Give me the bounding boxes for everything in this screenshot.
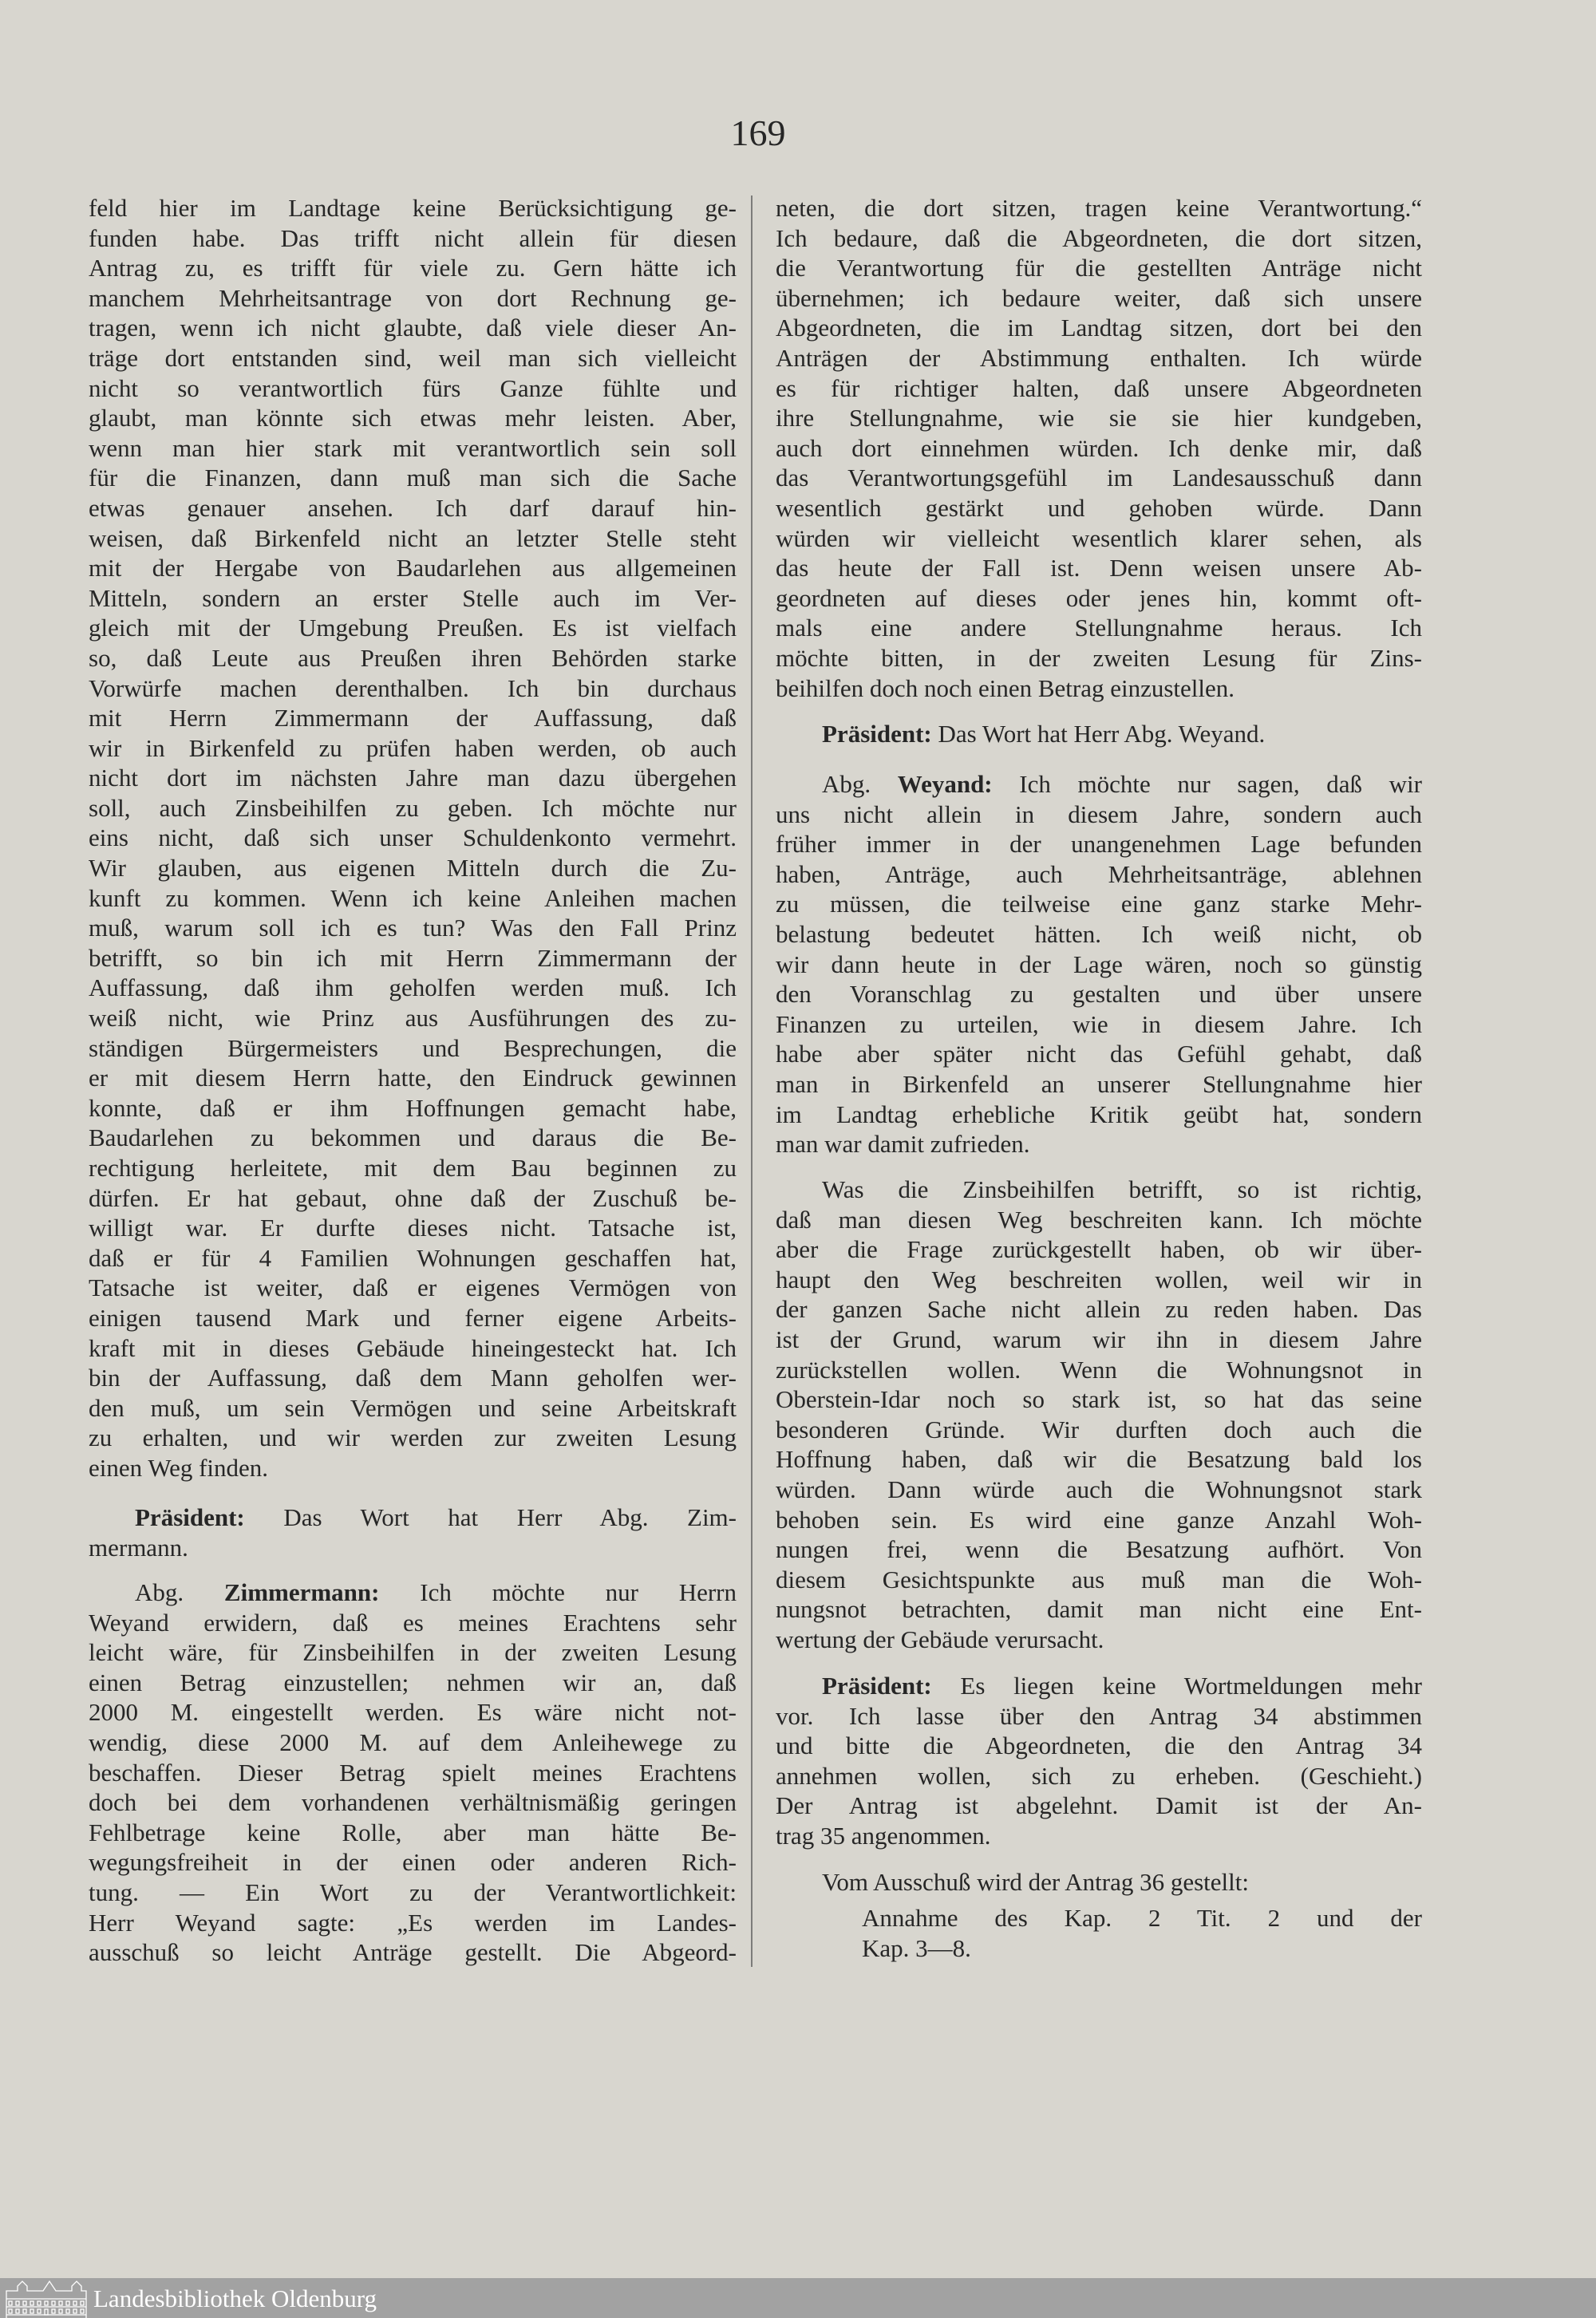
text-line: würden wir vielleicht wesentlich klarer sehen, als <box>776 523 1422 552</box>
paragraph <box>776 1867 1422 1897</box>
text-line: feld hier im Landtage keine Berücksichtigung ge- <box>89 194 737 222</box>
text-line: haupt den Weg beschreiten wollen, weil wir in <box>776 1265 1422 1293</box>
text-line: man in Birkenfeld an unserer Stellungnahme hier <box>776 1069 1422 1098</box>
text-line: Anträgen der Abstimmung enthalten. Ich würde <box>776 343 1422 372</box>
text-line: 2000 M. eingestellt werden. Es wäre nicht not- <box>89 1698 737 1727</box>
text-line: daß er für 4 Familien Wohnungen geschaffen hat, <box>89 1243 737 1272</box>
text-line: Tatsache ist weiter, daß er eigenes Vermögen von <box>89 1274 737 1302</box>
text-line: man war damit zufrieden. <box>776 1130 1030 1159</box>
text-line: tung. — Ein Wort zu der Verantwortlichkeit: <box>89 1878 737 1906</box>
text-line: das heute der Fall ist. Denn weisen unsere Ab- <box>776 554 1422 582</box>
text-line: einen Betrag einzustellen; nehmen wir an, daß <box>89 1668 737 1696</box>
text-line: besonderen Gründe. Wir durften doch auch die <box>776 1415 1422 1443</box>
text-line: manchem Mehrheitsantrage von dort Rechnung ge- <box>89 283 737 312</box>
text-line: belastung bedeutet hätten. Ich weiß nicht, ob <box>776 919 1422 948</box>
text-line: Kap. 3—8. <box>862 1933 971 1962</box>
text-line: und bitte die Abgeordneten, die den Antrag 34 <box>776 1732 1422 1760</box>
text-line: zu müssen, die teilweise eine ganz starke Mehr- <box>776 890 1422 918</box>
text-line: vor. Ich lasse über den Antrag 34 abstimmen <box>776 1701 1422 1730</box>
column-divider <box>751 195 753 1967</box>
text-line: mermann. <box>89 1533 188 1562</box>
text-line: Vom Ausschuß wird der Antrag 36 gestellt: <box>822 1868 1249 1896</box>
text-line: die Verantwortung für die gestellten Anträge nicht <box>776 254 1422 282</box>
library-name: Landesbibliothek Oldenburg <box>93 2284 377 2312</box>
text-line: einigen tausend Mark und ferner eigene Arbeits- <box>89 1303 737 1332</box>
text-line: gleich mit der Umgebung Preußen. Es ist vielfach <box>89 614 737 642</box>
paragraph <box>776 1903 1422 1963</box>
text-line: übernehmen; ich bedaure weiter, daß sich unsere <box>776 283 1422 312</box>
text-line: ist der Grund, warum wir ihn in diesem Jahre <box>776 1325 1422 1353</box>
text-line: Ich bedaure, daß die Abgeordneten, die dort sitzen, <box>776 223 1422 252</box>
text-line: auch dort einnehmen würden. Ich denke mir, daß <box>776 433 1422 462</box>
text-line: den Voranschlag zu gestalten und über unsere <box>776 980 1422 1009</box>
text-line: aber die Frage zurückgestellt haben, ob wir über- <box>776 1235 1422 1264</box>
text-line: glaubt, man könnte sich etwas mehr leisten. Aber, <box>89 404 737 432</box>
text-line: tragen, wenn ich nicht glaubte, daß viele dieser An- <box>89 314 737 342</box>
text-line: träge dort entstanden sind, weil man sich vielleicht <box>89 343 737 372</box>
text-line: behoben sein. Es wird eine ganze Anzahl Woh- <box>776 1505 1422 1534</box>
text-line: der ganzen Sache nicht allein zu reden haben. Das <box>776 1295 1422 1324</box>
text-line: im Landtag erhebliche Kritik geübt hat, sondern <box>776 1100 1422 1128</box>
text-line: ständigen Bürgermeisters und Besprechungen, die <box>89 1033 737 1062</box>
text-line: diesem Gesichtspunkte aus muß man die Woh- <box>776 1565 1422 1593</box>
text-line: beschaffen. Dieser Betrag spielt meines Erachtens <box>89 1758 737 1787</box>
speaker-name: Zimmermann: <box>223 1578 380 1606</box>
text-line: wesentlich gestärkt und gehoben würde. Dann <box>776 493 1422 522</box>
text-line: zu erhalten, und wir werden zur zweiten Lesung <box>89 1424 737 1452</box>
text-line: nicht so verantwortlich fürs Ganze fühlte und <box>89 373 737 402</box>
text-line: Präsident: Das Wort hat Herr Abg. Zim- <box>135 1503 737 1531</box>
text-line: Präsident: Es liegen keine Wortmeldungen mehr <box>822 1672 1422 1700</box>
text-line: habe aber später nicht das Gefühl gehabt, daß <box>776 1040 1422 1068</box>
paragraph <box>89 1578 737 1968</box>
text-line: Was die Zinsbeihilfen betrifft, so ist richtig, <box>822 1175 1422 1203</box>
text-line: trag 35 angenommen. <box>776 1821 991 1850</box>
text-line: kunft zu kommen. Wenn ich keine Anleihen machen <box>89 883 737 912</box>
text-line: Abg. Weyand: Ich möchte nur sagen, daß wir <box>822 770 1422 798</box>
text-line: mit Herrn Zimmermann der Auffassung, daß <box>89 704 737 733</box>
text-line: mals eine andere Stellungnahme heraus. Ich <box>776 614 1422 642</box>
speaker-prefix: Abg. <box>135 1578 224 1606</box>
text-line: betrifft, so bin ich mit Herrn Zimmermann der <box>89 943 737 972</box>
text-line: für die Finanzen, dann muß man sich die Sache <box>89 464 737 492</box>
text-line: kraft mit in dieses Gebäude hineingesteckt hat. Ich <box>89 1333 737 1362</box>
text-line: neten, die dort sitzen, tragen keine Verantwortung.“ <box>776 194 1422 222</box>
text-line: nungen frei, wenn die Besatzung aufhört. Von <box>776 1535 1422 1564</box>
text-line: Abg. Zimmermann: Ich möchte nur Herrn <box>135 1578 737 1606</box>
text-line: Vorwürfe machen derenthalben. Ich bin durchaus <box>89 673 737 702</box>
text-line: doch bei dem vorhandenen verhältnismäßig geringen <box>89 1788 737 1817</box>
text-line: bin der Auffassung, daß dem Mann geholfen wer- <box>89 1364 737 1392</box>
text-line: konnte, daß er ihm Hoffnungen gemacht habe, <box>89 1093 737 1122</box>
text-line: funden habe. Das trifft nicht allein für diesen <box>89 223 737 252</box>
text-line: eins nicht, daß sich unser Schuldenkonto vermehrt. <box>89 823 737 852</box>
speaker-name: Präsident: <box>135 1503 245 1531</box>
text-line: wir dann heute in der Lage wären, noch so günstig <box>776 950 1422 978</box>
text-line: mit der Hergabe von Baudarlehen aus allgemeinen <box>89 554 737 582</box>
paragraph <box>776 193 1422 703</box>
text-line: weiß nicht, wie Prinz aus Ausführungen des zu- <box>89 1004 737 1033</box>
text-line: wegungsfreiheit in der einen oder anderen Rich- <box>89 1848 737 1877</box>
text-line: Abgeordneten, die im Landtag sitzen, dort bei den <box>776 314 1422 342</box>
text-line: wendig, diese 2000 M. auf dem Anleihewege zu <box>89 1728 737 1756</box>
speaker-name: Präsident: <box>822 720 932 748</box>
text-line: Annahme des Kap. 2 Tit. 2 und der <box>862 1904 1422 1932</box>
paragraph <box>776 1175 1422 1655</box>
text-line: nungsnot betrachten, damit man nicht eine Ent- <box>776 1595 1422 1624</box>
text-line: soll, auch Zinsbeihilfen zu geben. Ich möchte nur <box>89 793 737 822</box>
text-line: Weyand erwidern, daß es meines Erachtens sehr <box>89 1608 737 1637</box>
text-line: uns nicht allein in diesem Jahre, sondern auch <box>776 800 1422 828</box>
text-line: rechtigung herleitete, mit dem Bau beginnen zu <box>89 1154 737 1182</box>
text-line: Wir glauben, aus eigenen Mitteln durch die Zu- <box>89 854 737 883</box>
speaker-name: Präsident: <box>822 1672 932 1700</box>
text-line: Finanzen zu urteilen, wie in diesem Jahre. Ich <box>776 1009 1422 1038</box>
text-line: willigt war. Er durfte dieses nicht. Tatsache ist, <box>89 1214 737 1242</box>
text-line: daß man diesen Weg beschreiten kann. Ich möchte <box>776 1205 1422 1234</box>
text-line: leicht wäre, für Zinsbeihilfen in der zweiten Lesung <box>89 1638 737 1667</box>
text-line: weisen, daß Birkenfeld nicht an letzter Stelle steht <box>89 523 737 552</box>
library-building-logo <box>5 2280 88 2318</box>
text-line: beihilfen doch noch einen Betrag einzustellen. <box>776 673 1235 702</box>
text-line: Oberstein-Idar noch so stark ist, so hat das seine <box>776 1385 1422 1414</box>
text-line: nicht dort im nächsten Jahre man dazu übergehen <box>89 764 737 792</box>
text-line: er mit diesem Herrn hatte, den Eindruck gewinnen <box>89 1064 737 1092</box>
text-line: Fehlbetrage keine Rolle, aber man hätte Be- <box>89 1818 737 1846</box>
text-line: den muß, um sein Vermögen und seine Arbeitskraft <box>89 1393 737 1422</box>
text-line: ihre Stellungnahme, wie sie sie hier kundgeben, <box>776 404 1422 432</box>
text-line: Hoffnung haben, daß wir die Besatzung bald los <box>776 1445 1422 1474</box>
library-footer <box>0 2278 1596 2318</box>
text-line: muß, warum soll ich es tun? Was den Fall Prinz <box>89 914 737 942</box>
text-line: ausschuß so leicht Anträge gestellt. Die Abgeord- <box>89 1938 737 1967</box>
text-line: Auffassung, daß ihm geholfen werden muß. Ich <box>89 973 737 1002</box>
text-line: wir in Birkenfeld zu prüfen haben werden, ob auch <box>89 733 737 762</box>
text-line: Mitteln, sondern an erster Stelle auch im Ver- <box>89 583 737 612</box>
text-line: einen Weg finden. <box>89 1453 269 1482</box>
text-line: so, daß Leute aus Preußen ihren Behörden starke <box>89 643 737 672</box>
text-line: würden. Dann würde auch die Wohnungsnot stark <box>776 1475 1422 1503</box>
paragraph <box>776 719 1422 749</box>
paragraph <box>89 1503 737 1562</box>
text-line: geordneten auf dieses oder jenes hin, kommt oft- <box>776 583 1422 612</box>
page-number: 169 <box>730 113 786 153</box>
text-line: Baudarlehen zu bekommen und daraus die Be- <box>89 1123 737 1152</box>
text-line: wenn man hier stark mit verantwortlich sein soll <box>89 433 737 462</box>
text-line: Der Antrag ist abgelehnt. Damit ist der An- <box>776 1791 1422 1820</box>
text-line: Antrag zu, es trifft für viele zu. Gern hätte ich <box>89 254 737 282</box>
speaker-name: Weyand: <box>897 770 993 798</box>
paragraph <box>776 769 1422 1159</box>
paragraph <box>776 1671 1422 1851</box>
text-line: etwas genauer ansehen. Ich darf darauf hin- <box>89 493 737 522</box>
text-line: das Verantwortungsgefühl im Landesausschuß dann <box>776 464 1422 492</box>
text-line: zurückstellen wollen. Wenn die Wohnungsnot in <box>776 1355 1422 1384</box>
text-line: haben, Anträge, auch Mehrheitsanträge, ablehnen <box>776 859 1422 888</box>
text-line: Präsident: Das Wort hat Herr Abg. Weyand. <box>822 720 1266 748</box>
text-line: dürfen. Er hat gebaut, ohne daß der Zuschuß be- <box>89 1183 737 1212</box>
text-line: früher immer in der unangenehmen Lage befunden <box>776 830 1422 859</box>
text-line: möchte bitten, in der zweiten Lesung für Zins- <box>776 643 1422 672</box>
paragraph <box>89 193 737 1483</box>
speaker-prefix: Abg. <box>822 770 898 798</box>
text-line: annehmen wollen, sich zu erheben. (Geschieht.) <box>776 1761 1422 1790</box>
text-line: wertung der Gebäude verursacht. <box>776 1625 1104 1653</box>
text-line: es für richtiger halten, daß unsere Abgeordneten <box>776 373 1422 402</box>
text-line: Herr Weyand sagte: „Es werden im Landes- <box>89 1908 737 1937</box>
